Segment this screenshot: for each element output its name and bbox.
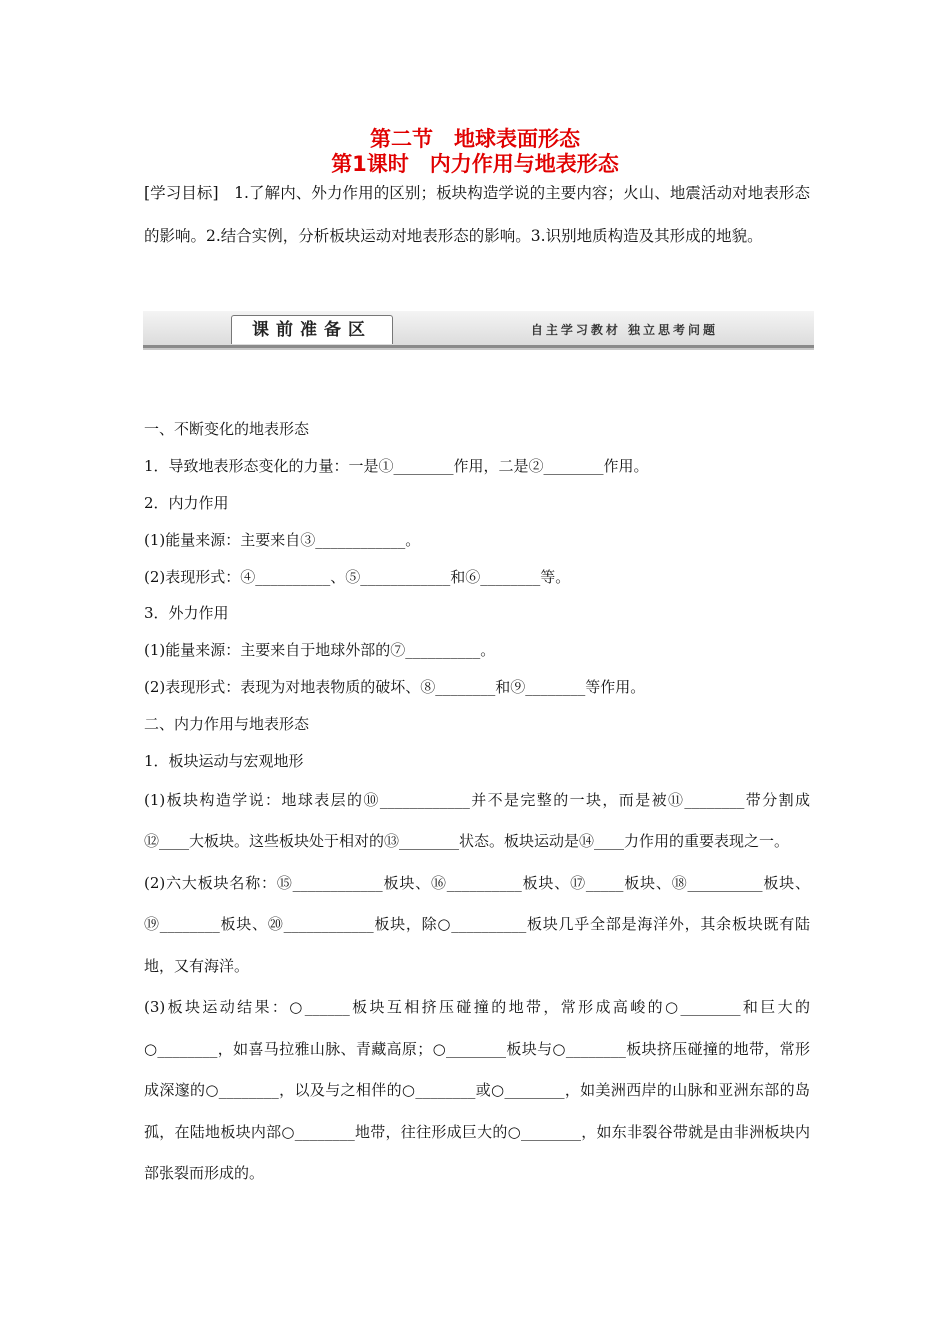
learning-objectives: [学习目标] 1.了解内、外力作用的区别；板块构造学说的主要内容；火山、地震活动对地表形态的影响。2.结合实例，分析板块运动对地表形态的影响。3.识别地质构造及其形成的地貌。 <box>144 184 810 245</box>
question-line: (2)表现形式：表现为对地表物质的破坏、⑧________和⑨________等作用。 <box>144 678 646 697</box>
question-line: (1)能量来源：主要来自③____________。 <box>144 530 421 549</box>
heading-2: 二、内力作用与地表形态 <box>144 715 310 734</box>
banner-tag: 课前准备区 <box>231 315 393 344</box>
subheading: 3．外力作用 <box>144 604 229 623</box>
question-paragraph: (3)板块运动结果：○______板块互相挤压碰撞的地带，常形成高峻的○________和巨大的○________，如喜马拉雅山脉、青藏高原；○________板块与○________板块挤压碰撞的地带，常形成深邃的○________，以及与之相伴的○________或○________，如美洲西岸的山脉和亚洲东部的岛孤，在陆地板块内部○________地带，往往形成巨大的○________，如东非裂谷带就是由非洲板块内部张裂而形成的。 <box>144 998 810 1183</box>
lesson-title: 第1课时 内力作用与地表形态 <box>331 152 619 176</box>
question-paragraph: (1)板块构造学说：地球表层的⑩____________并不是完整的一块，而是被⑪________带分割成⑫____大板块。这些板块处于相对的⑬________状态。板块运动是⑭____力作用的重要表现之一。 <box>144 790 810 851</box>
section-title: 第二节 地球表面形态 <box>370 127 580 151</box>
question-paragraph: (2)六大板块名称：⑮____________板块、⑯__________板块、⑰_____板块、⑱__________板块、⑲________板块、⑳____________板块，除○__________板块几乎全部是海洋外，其余板块既有陆地，又有海洋。 <box>144 873 810 975</box>
subheading: 2．内力作用 <box>144 493 229 512</box>
exercise-content <box>144 411 810 1195</box>
question-line: (2)表现形式：④__________、⑤____________和⑥________等。 <box>144 567 571 586</box>
question-line: 1．导致地表形态变化的力量：一是①________作用，二是②________作用。 <box>144 456 649 475</box>
section-banner <box>143 311 814 348</box>
question-line: (1)能量来源：主要来自于地球外部的⑦__________。 <box>144 641 496 660</box>
banner-tagline: 自主学习教材 独立思考问题 <box>530 323 718 337</box>
heading-1: 一、不断变化的地表形态 <box>144 420 310 438</box>
banner-divider <box>143 348 814 350</box>
subheading: 1．板块运动与宏观地形 <box>144 752 304 771</box>
